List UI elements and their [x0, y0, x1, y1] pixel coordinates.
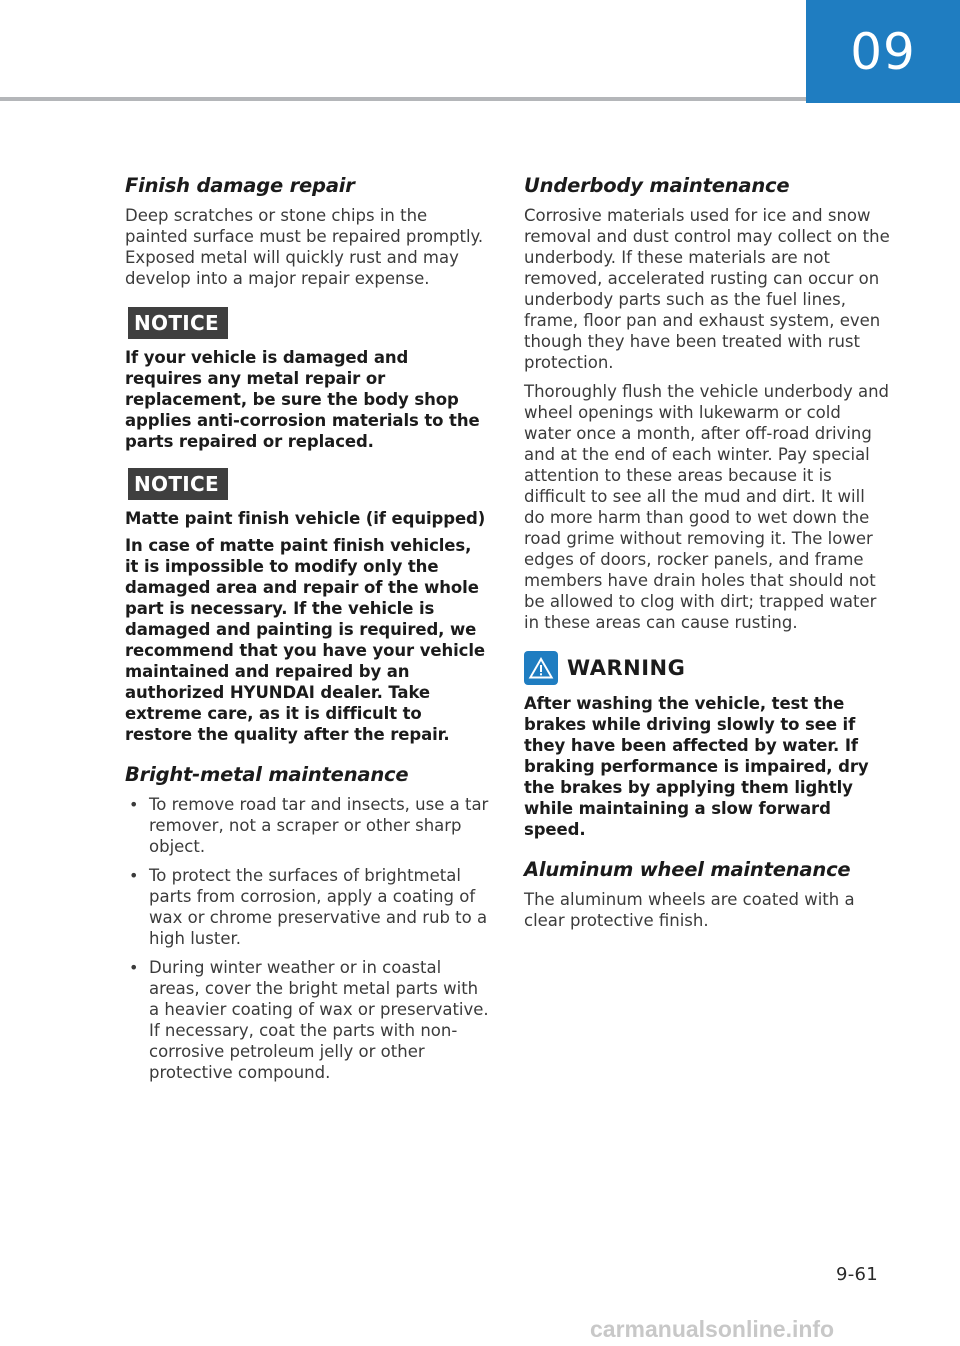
warning-label: WARNING	[567, 656, 686, 680]
warning-header	[524, 651, 890, 685]
list-item: • To remove road tar and insects, use a tar remover, not a scraper or other sharp object.	[129, 795, 489, 856]
underbody-paragraph-1: Corrosive materials used for ice and snow removal and dust control may collect on the underbody. If these materials are not removed, accelerated rusting can occur on underbody parts such as the fuel lines, frame, floor pan and exhaust system, even though they have been treated with rust protection.	[524, 206, 890, 372]
warning-triangle-icon	[524, 651, 558, 685]
notice-badge: NOTICE	[128, 307, 228, 339]
bright-metal-heading: Bright-metal maintenance	[125, 763, 409, 786]
notice-matte-text: In case of matte paint finish vehicles, it is impossible to modify only the damaged area and repair of the whole part is necessary. If the vehicle is damaged and painting is required, we recommend that you have your vehicle maintained and repaired by an authorized HYUNDAI dealer. Take extreme care, as it is difficult to restore the quality after the repair.	[125, 536, 485, 744]
bright-metal-list	[125, 794, 490, 1083]
notice-badge: NOTICE	[128, 468, 228, 500]
header-rule	[0, 97, 806, 101]
page-number: 9-61	[836, 1264, 879, 1285]
list-item: • To protect the surfaces of brightmetal parts from corrosion, apply a coating of wax or chrome preservative and rub to a high luster.	[129, 866, 488, 948]
warning-text: After washing the vehicle, test the brakes while driving slowly to see if they have been affected by water. If braking performance is impaired, dry the brakes by applying them lightly while maintaining a slow forward speed.	[524, 694, 869, 839]
finish-damage-heading: Finish damage repair	[125, 174, 355, 197]
chapter-number: 09	[850, 22, 916, 81]
right-column	[524, 172, 890, 939]
aluminum-wheel-heading: Aluminum wheel maintenance	[524, 858, 851, 881]
left-column	[125, 172, 490, 1091]
watermark: carmanualsonline.info	[590, 1316, 835, 1342]
notice-matte-subtitle: Matte paint finish vehicle (if equipped)	[125, 509, 486, 528]
notice-anticorrosion-text: If your vehicle is damaged and requires any metal repair or replacement, be sure the body shop applies anti-corrosion materials to the parts repaired or replaced.	[125, 348, 480, 451]
aluminum-wheel-body: The aluminum wheels are coated with a clear protective finish.	[524, 890, 855, 930]
chapter-tab	[806, 0, 960, 103]
underbody-heading: Underbody maintenance	[524, 174, 790, 197]
list-item: • During winter weather or in coastal areas, cover the bright metal parts with a heavier coating of wax or preservative. If necessary, coat the parts with non-corrosive petroleum jelly or other protective compound.	[129, 958, 489, 1082]
finish-damage-body: Deep scratches or stone chips in the painted surface must be repaired promptly. Exposed metal will quickly rust and may develop into a major repair expense.	[125, 206, 484, 288]
underbody-paragraph-2: Thoroughly flush the vehicle underbody and wheel openings with lukewarm or cold water once a month, after off-road driving and at the end of each winter. Pay special attention to these areas because it is difficult to see all the mud and dirt. It will do more harm than good to wet down the road grime without removing it. The lower edges of doors, rocker panels, and frame members have drain holes that should not be allowed to clog with dirt; trapped water in these areas can cause rusting.	[524, 382, 890, 632]
